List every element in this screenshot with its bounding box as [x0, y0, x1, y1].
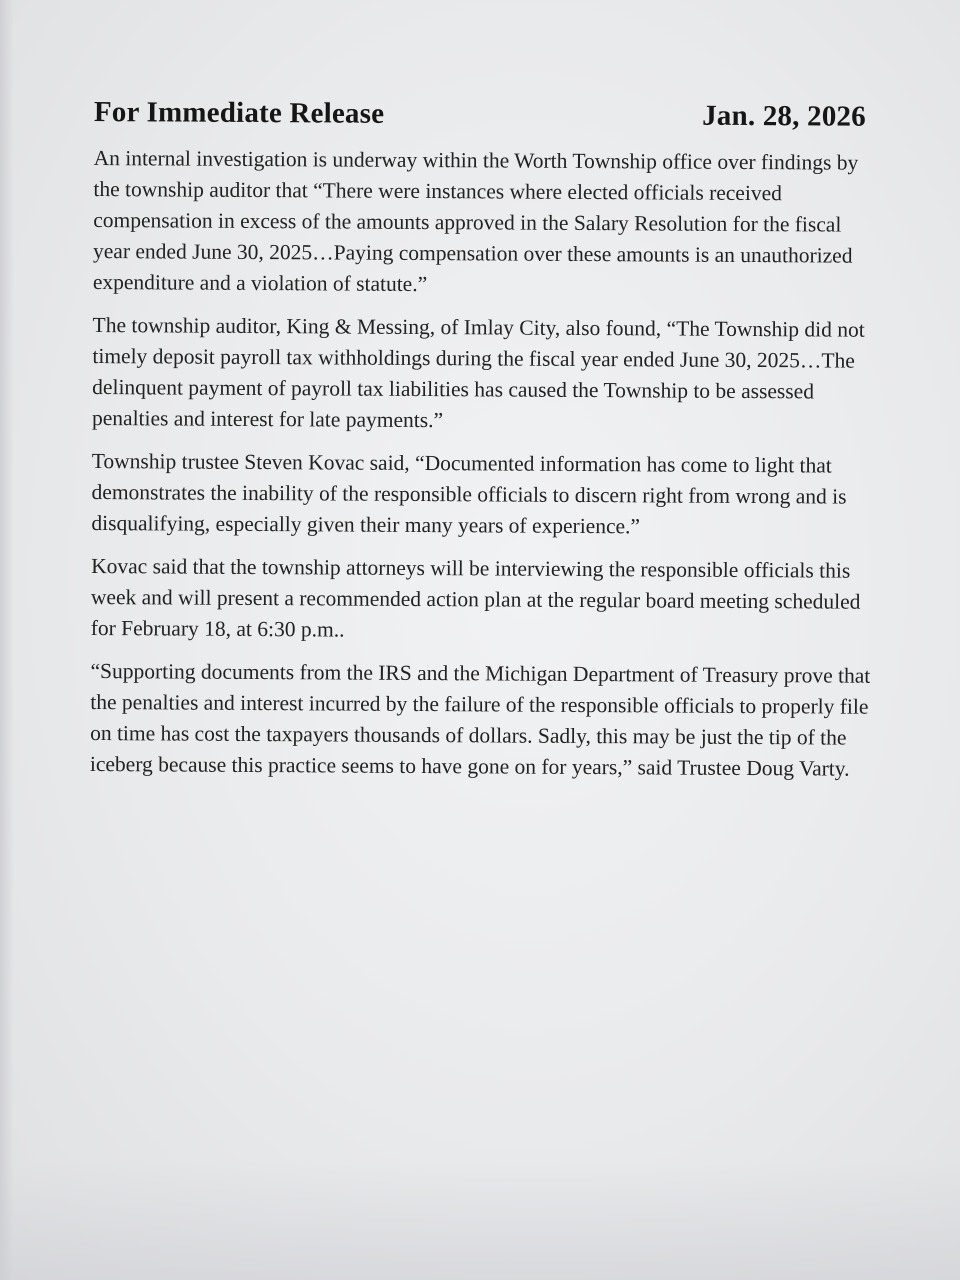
release-header — [94, 96, 884, 134]
paragraph-auditor-findings: The township auditor, King & Messing, of Imlay City, also found, “The Township did not timely deposit payroll tax withholdings during the fiscal year ended June 30, 2025…The delinquent payment of payroll tax liabilities has caused the Township to be assessed penalties and interest for late payments.” — [91, 312, 865, 433]
press-release-body — [90, 96, 884, 797]
release-date: Jan. 28, 2026 — [702, 99, 866, 133]
page-edge-shadow — [0, 0, 14, 1280]
paragraph-varty-quote: “Supporting documents from the IRS and the Michigan Department of Treasury prove that the penalties and interest incurred by the failure of the responsible officials to properly file on time has cost the taxpayers thousands of dollars. Sadly, this may be just the tip of the iceberg because this practice seems to have gone on for years,” said Trustee Doug Varty. — [89, 658, 871, 781]
paragraph-action-plan: Kovac said that the township attorneys will be interviewing the responsible officials this week and will present a recommended action plan at the regular board meeting scheduled for February 18, at 6:30 p.m.. — [90, 553, 861, 642]
page-bottom-shade — [0, 1160, 960, 1280]
paragraph-kovac-quote: Township trustee Steven Kovac said, “Documented information has come to light that demonstrates the inability of the responsible officials to discern right from wrong and is disqualifying, especially given their many years of experience.” — [91, 448, 847, 539]
paragraph-investigation: An internal investigation is underway within the Worth Township office over findings by the township auditor that “There were instances where elected officials received compensation in excess of the amounts approved in the Salary Resolution for the fiscal year ended June 30, 2025…Paying compensation over these amounts is an unauthorized expenditure and a violation of statute.” — [92, 145, 859, 297]
release-label: For Immediate Release — [93, 96, 385, 130]
